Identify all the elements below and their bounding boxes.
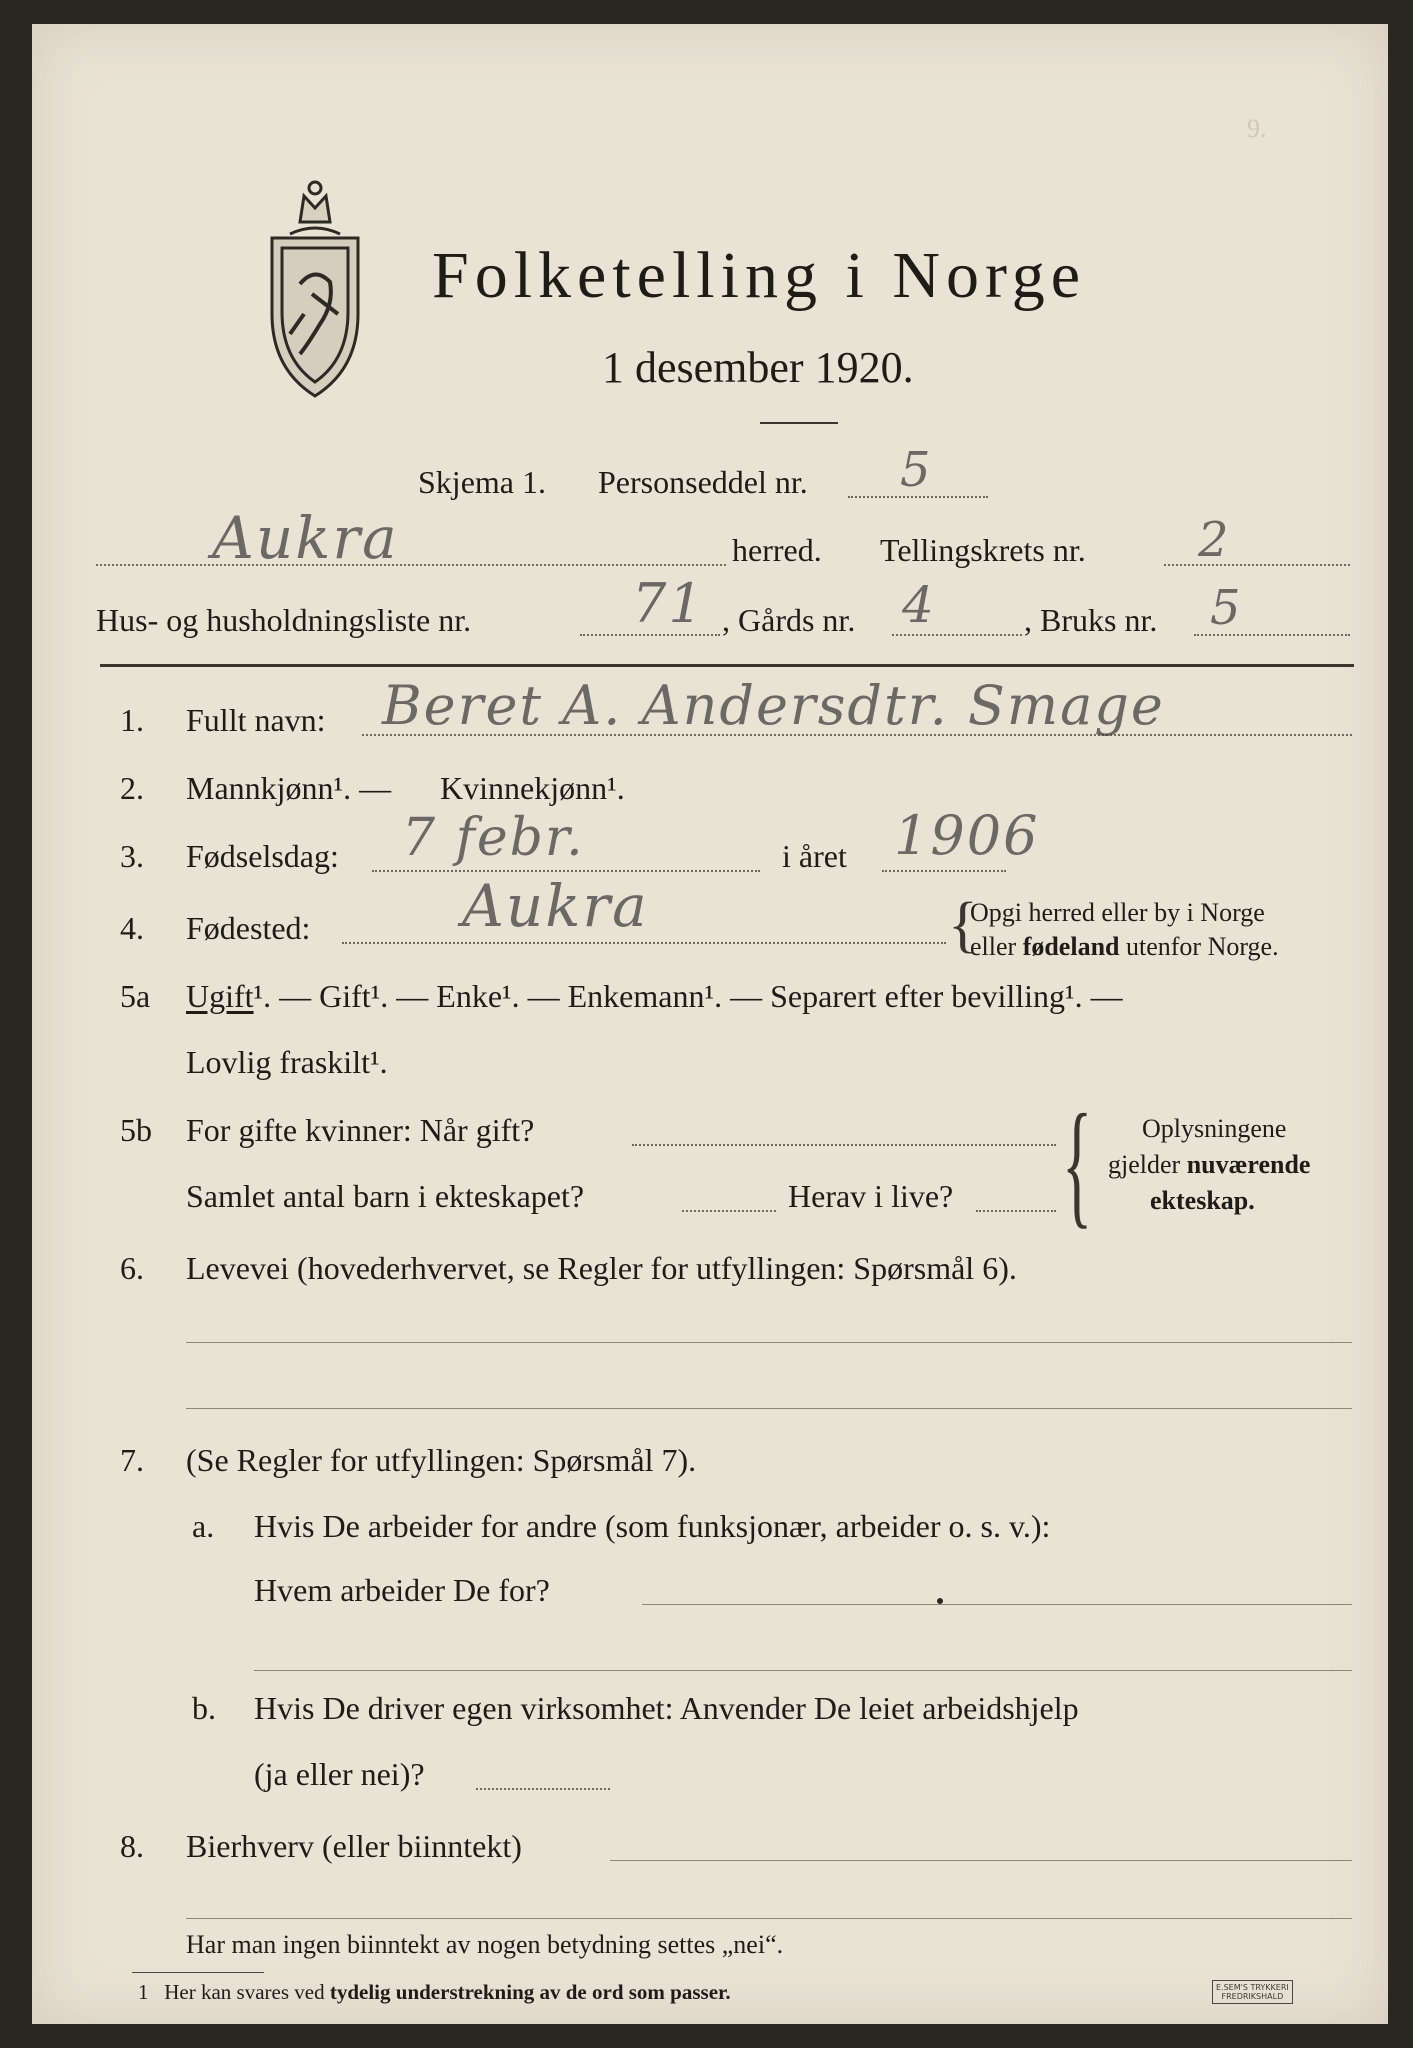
q8-number: 8. (120, 1828, 144, 1864)
gards-number-field[interactable]: 4 (902, 576, 936, 634)
printer-stamp: E.SEM'S TRYKKERI FREDRIKSHALD (1212, 1980, 1293, 2004)
birthdate-day-field[interactable]: 7 febr. (402, 808, 585, 868)
children-alive-label: Herav i live? (788, 1178, 954, 1214)
birthplace-line (342, 942, 946, 944)
q2-number: 2. (120, 770, 144, 806)
q7-number: 7. (120, 1442, 144, 1478)
page-title: Folketelling i Norge (432, 239, 1087, 312)
q4-number: 4. (120, 910, 144, 946)
self-employed-question: Hvis De driver egen virksomhet: Anvender De leiet arbeidshjelp (254, 1690, 1079, 1726)
personseddel-label: Personseddel nr. (598, 464, 808, 500)
brace: { (948, 891, 978, 959)
brace: { (1062, 1086, 1093, 1241)
birth-year-field[interactable]: 1906 (894, 804, 1040, 867)
children-count-line (682, 1210, 776, 1212)
employment-label: (Se Regler for utfyllingen: Spørsmål 7). (186, 1442, 697, 1478)
side-income-line-1[interactable] (610, 1860, 1352, 1861)
hired-help-label: (ja eller nei)? (254, 1756, 425, 1792)
q3-number: 3. (120, 838, 144, 874)
bruks-number-field[interactable]: 5 (1210, 580, 1243, 636)
bruks-label: , Bruks nr. (1024, 602, 1158, 638)
occupation-line-1[interactable] (186, 1342, 1352, 1343)
employee-question: Hvis De arbeider for andre (som funksjonær, arbeider o. s. v.): (254, 1508, 1051, 1544)
footnote-divider (132, 1972, 264, 1973)
occupation-line-2[interactable] (186, 1408, 1352, 1409)
divorced-option[interactable]: Lovlig fraskilt¹. (186, 1044, 388, 1080)
side-income-note: Har man ingen biinntekt av nogen betydning settes „nei“. (186, 1930, 784, 1959)
census-form-sheet (32, 24, 1388, 2024)
occupation-label: Levevei (hovederhvervet, se Regler for utfyllingen: Spørsmål 6). (186, 1250, 1017, 1286)
hus-label: Hus- og husholdningsliste nr. (96, 602, 472, 638)
q7a-letter: a. (192, 1508, 215, 1544)
employer-line-2[interactable] (254, 1670, 1352, 1671)
side-income-label: Bierhverv (eller biinntekt) (186, 1828, 522, 1864)
marriage-note-line2: gjelder nuværende (1108, 1150, 1311, 1179)
herred-name-field[interactable]: Aukra (212, 504, 399, 572)
children-alive-line (976, 1210, 1056, 1212)
gards-label: , Gårds nr. (722, 602, 856, 638)
herred-label: herred. (732, 532, 822, 568)
q1-number: 1. (120, 702, 144, 738)
marriage-note-line1: Oplysningene (1142, 1114, 1287, 1143)
birthplace-note-line2: eller fødeland utenfor Norge. (970, 932, 1279, 961)
female-option[interactable]: Kvinnekjønn¹. (440, 770, 625, 806)
marriage-note-line3: ekteskap. (1150, 1186, 1255, 1215)
married-when-label: For gifte kvinner: Når gift? (186, 1112, 535, 1148)
birthplace-label: Fødested: (186, 910, 311, 946)
tellingskrets-line (1164, 564, 1350, 566)
norwegian-lion-crest-icon (260, 174, 370, 404)
herred-line (96, 564, 726, 566)
tellingskrets-label: Tellingskrets nr. (880, 532, 1086, 568)
birth-year-label: i året (782, 838, 847, 874)
schema-label: Skjema 1. (418, 464, 546, 500)
q5b-number: 5b (120, 1112, 152, 1148)
title-divider (760, 422, 838, 424)
personseddel-number-field[interactable]: 5 (900, 442, 933, 498)
male-option[interactable]: Mannkjønn¹. — (186, 770, 392, 806)
footnote: 1 Her kan svares ved tydelig understrekning av de ord som passer. (138, 1980, 731, 2004)
unmarried-option[interactable]: Ugift (186, 978, 254, 1014)
full-name-label: Fullt navn: (186, 702, 326, 738)
children-count-label: Samlet antal barn i ekteskapet? (186, 1178, 585, 1214)
birth-year-line (882, 870, 1006, 872)
birthplace-field[interactable]: Aukra (462, 872, 649, 940)
hired-help-line[interactable] (476, 1788, 610, 1790)
marital-status-options[interactable]: Ugift¹. — Gift¹. — Enke¹. — Enkemann¹. — Separert efter bevilling¹. — (186, 978, 1123, 1014)
q7b-letter: b. (192, 1690, 216, 1726)
hus-number-field[interactable]: 71 (632, 572, 705, 635)
q5a-number: 5a (120, 978, 151, 1014)
ink-dot (937, 1598, 943, 1604)
married-when-line (632, 1144, 1056, 1146)
census-date: 1 desember 1920. (602, 343, 914, 392)
employer-line-1[interactable] (642, 1604, 1352, 1605)
tellingskrets-number-field[interactable]: 2 (1198, 512, 1231, 568)
q6-number: 6. (120, 1250, 144, 1286)
birthplace-note-line1: Opgi herred eller by i Norge (970, 898, 1265, 927)
gards-line (892, 634, 1022, 636)
header-divider (100, 664, 1354, 667)
side-income-line-2[interactable] (186, 1918, 1352, 1919)
full-name-field[interactable]: Beret A. Andersdtr. Smage (382, 674, 1165, 737)
birthdate-label: Fødselsdag: (186, 838, 339, 874)
bleed-through-text: 9. (1247, 114, 1267, 143)
employer-label: Hvem arbeider De for? (254, 1572, 550, 1608)
